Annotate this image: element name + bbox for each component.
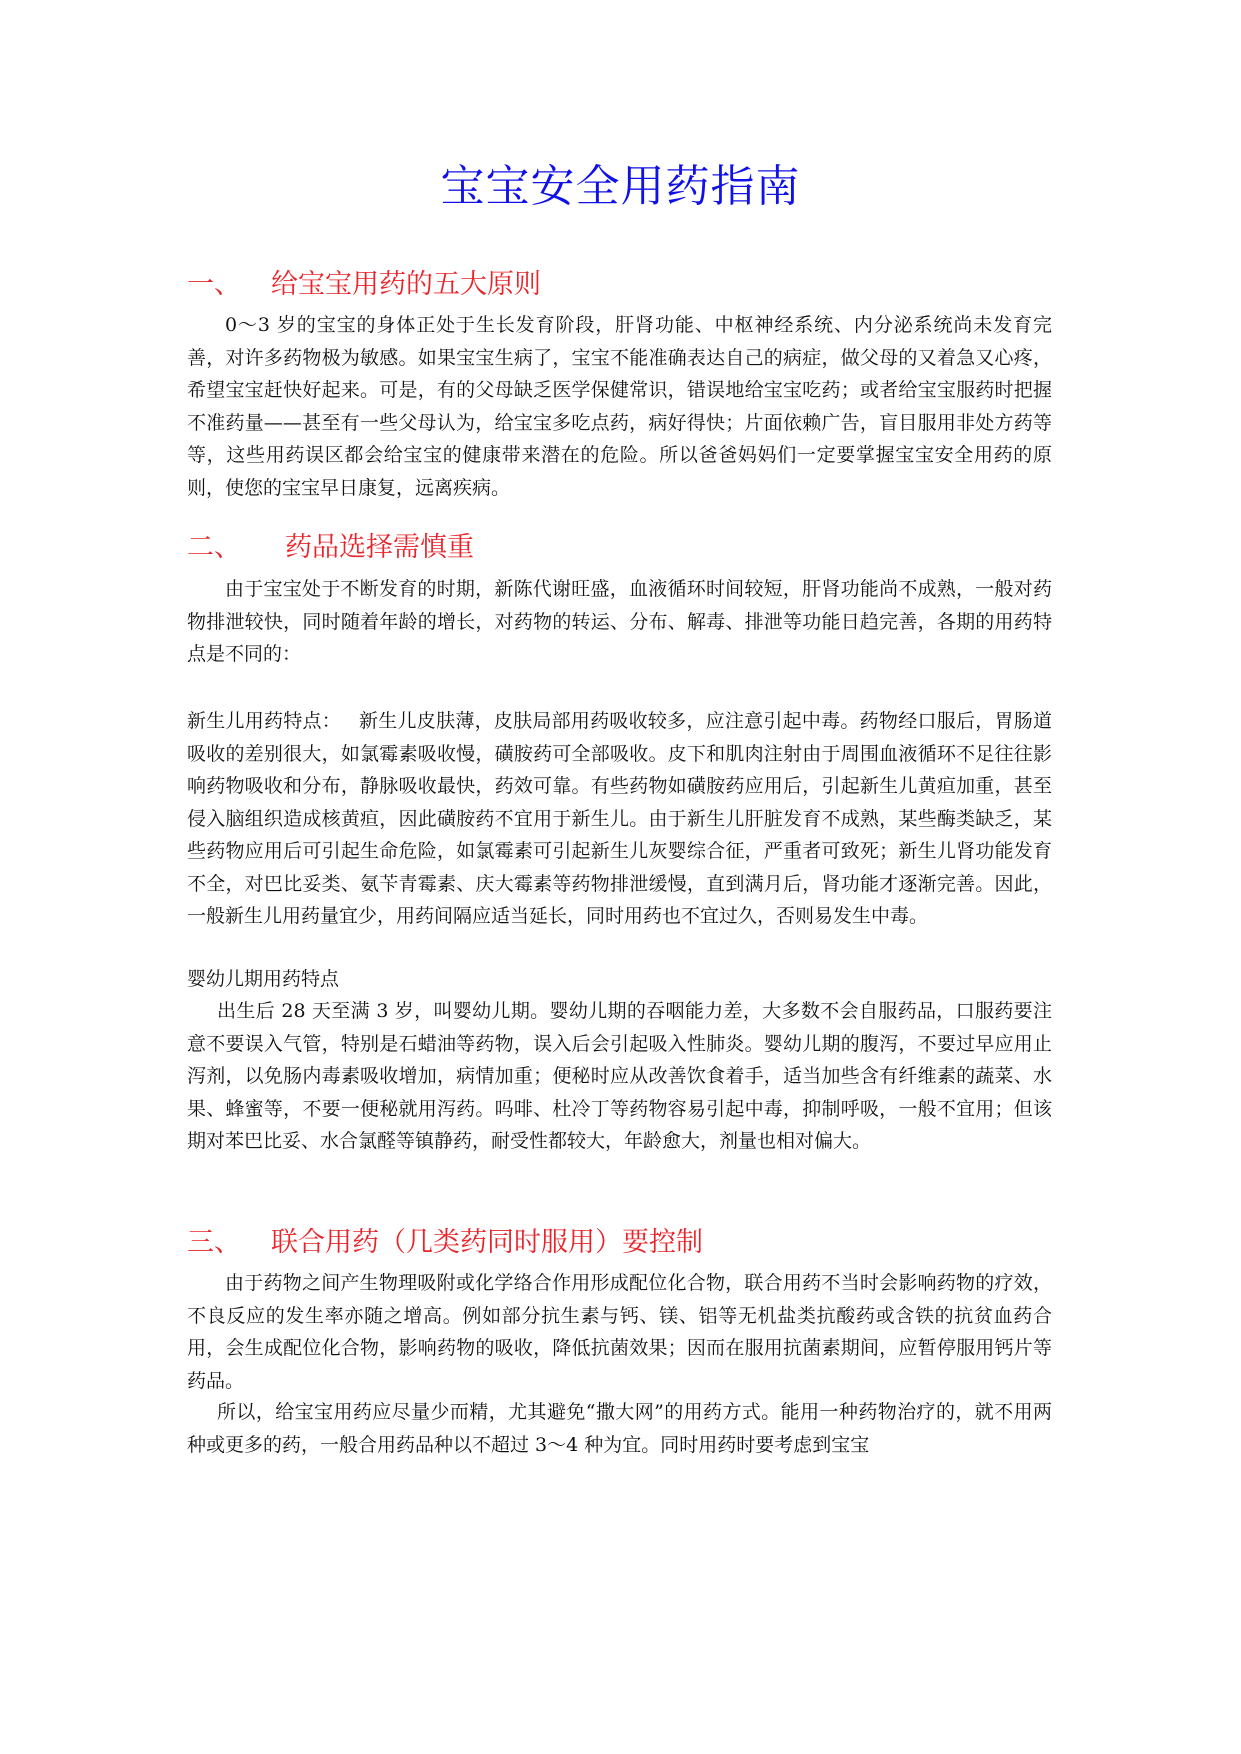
section-number: 三、 [187,1227,241,1258]
section-2-intro: 由于宝宝处于不断发育的时期，新陈代谢旺盛，血液循环时间较短，肝肾功能尚不成熟，一般对药物排泄较快，同时随着年龄的增长，对药物的转运、分布、解毒、排泄等功能日趋完善，各期的用药特点是不同的： [187,578,1052,665]
section-title: 联合用药（几类药同时服用）要控制 [271,1227,703,1258]
page-title: 宝宝安全用药指南 [440,161,801,212]
section-3-paragraph: 由于药物之间产生物理吸附或化学络合作用形成配位化合物，联合用药不当时会影响药物的疗效，不良反应的发生率亦随之增高。例如部分抗生素与钙、镁、铝等无机盐类抗酸药或含铁的抗贫血药合用，会生成配位化合物，影响药物的吸收，降低抗菌效果；因而在服用抗菌素期间，应暂停服用钙片等药品。 [187,1272,1052,1392]
section-heading-1 [187,262,541,301]
section-title: 药品选择需慎重 [285,532,474,563]
section-heading-2 [187,525,474,564]
section-number: 一、 [187,269,241,300]
newborn-label: 新生儿用药特点： [187,710,342,732]
newborn-text: 新生儿皮肤薄，皮肤局部用药吸收较多，应注意引起中毒。药物经口服后，胃肠道吸收的差别很大，如氯霉素吸收慢，磺胺药可全部吸收。皮下和肌肉注射由于周围血液循环不足往往影响药物吸收和分布，静脉吸收最快，药效可靠。有些药物如磺胺药应用后，引起新生儿黄疸加重，甚至侵入脑组织造成核黄疸，因此磺胺药不宜用于新生儿。由于新生儿肝脏发育不成熟，某些酶类缺乏，某些药物应用后可引起生命危险，如氯霉素可引起新生儿灰婴综合征，严重者可致死；新生儿肾功能发育不全，对巴比妥类、氨苄青霉素、庆大霉素等药物排泄缓慢，直到满月后，肾功能才逐渐完善。因此，一般新生儿用药量宜少，用药间隔应适当延长，同时用药也不宜过久，否则易发生中毒。 [187,710,1052,927]
newborn-paragraph [187,705,1052,933]
section-3-paragraph: 所以，给宝宝用药应尽量少而精，尤其避免“撒大网”的用药方式。能用一种药物治疗的，就不用两种或更多的药，一般合用药品种以不超过 3～4 种为宜。同时用药时要考虑到宝宝 [187,1401,1052,1456]
section-heading-3 [187,1220,703,1259]
infant-paragraph: 出生后 28 天至满 3 岁，叫婴幼儿期。婴幼儿期的吞咽能力差，大多数不会自服药品，口服药要注意不要误入气管，特别是石蜡油等药物，误入后会引起吸入性肺炎。婴幼儿期的腹泻，不要过早应用止泻剂，以免肠内毒素吸收增加，病情加重；便秘时应从改善饮食着手，适当加些含有纤维素的蔬菜、水果、蜂蜜等，不要一便秘就用泻药。吗啡、杜冷丁等药物容易引起中毒，抑制呼吸，一般不宜用；但该期对苯巴比妥、水合氯醛等镇静药，耐受性都较大，年龄愈大，剂量也相对偏大。 [187,1000,1052,1152]
infant-label: 婴幼儿期用药特点 [187,968,340,990]
section-title: 给宝宝用药的五大原则 [271,269,541,300]
section-1-paragraph: 0～3 岁的宝宝的身体正处于生长发育阶段，肝肾功能、中枢神经系统、内分泌系统尚未发育完善，对许多药物极为敏感。如果宝宝生病了，宝宝不能准确表达自己的病症，做父母的又着急又心疼，希望宝宝赶快好起来。可是，有的父母缺乏医学保健常识，错误地给宝宝吃药；或者给宝宝服药时把握不准药量——甚至有一些父母认为，给宝宝多吃点药，病好得快；片面依赖广告，盲目服用非处方药等等，这些用药误区都会给宝宝的健康带来潜在的危险。所以爸爸妈妈们一定要掌握宝宝安全用药的原则，使您的宝宝早日康复，远离疾病。 [187,314,1052,499]
section-number: 二、 [187,532,241,563]
